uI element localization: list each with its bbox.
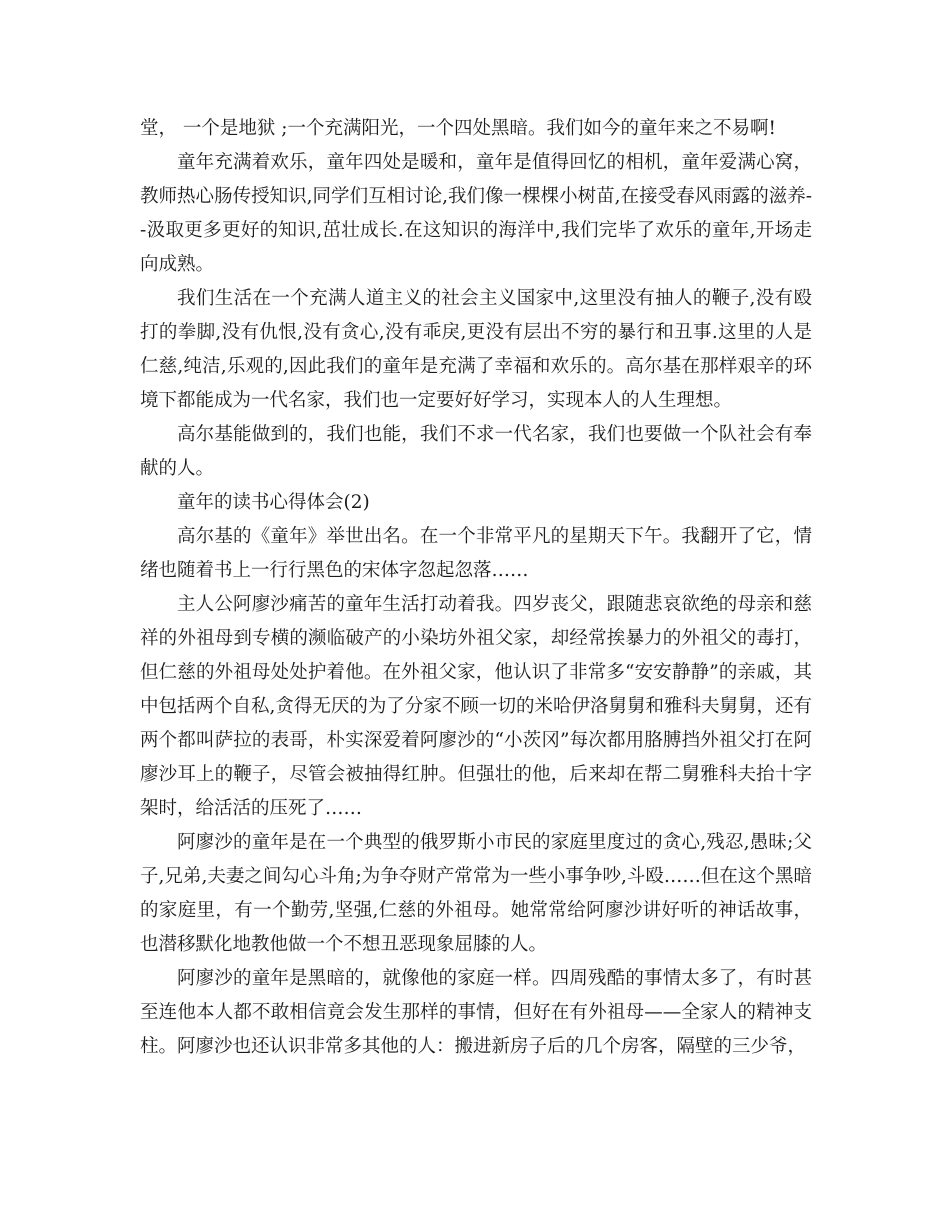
paragraph: 童年充满着欢乐，童年四处是暖和，童年是值得回忆的相机，童年爱满心窝，教师热心肠传授知识,同学们互相讨论,我们像一棵棵小树苗,在接受春风雨露的滋养--汲取更多更好的知识,茁壮成长.在这知识的海洋中,我们完毕了欢乐的童年,开场走向成熟。 bbox=[140, 152, 812, 275]
paragraph: 高尔基的《童年》举世出名。在一个非常平凡的星期天下午。我翻开了它，情绪也随着书上一行行黑色的宋体字忽起忽落…… bbox=[140, 526, 812, 581]
paragraph: 高尔基能做到的，我们也能，我们不求一代名家，我们也要做一个队社会有奉献的人。 bbox=[140, 424, 812, 479]
paragraph: 阿廖沙的童年是在一个典型的俄罗斯小市民的家庭里度过的贪心,残忍,愚昧;父子,兄弟,夫妻之间勾心斗角;为争夺财产常常为一些小事争吵,斗殴……但在这个黑暗的家庭里，有一个勤劳,坚强,仁慈的外祖母。她常常给阿廖沙讲好听的神话故事，也潜移默化地教他做一个不想丑恶现象屈膝的人。 bbox=[140, 832, 812, 955]
document-page bbox=[140, 112, 812, 1064]
section-heading: 童年的读书心得体会(2) bbox=[177, 492, 370, 513]
paragraph: 我们生活在一个充满人道主义的社会主义国家中,这里没有抽人的鞭子,没有殴打的拳脚,没有仇恨,没有贪心,没有乖戾,更没有层出不穷的暴行和丑事.这里的人是仁慈,纯洁,乐观的,因此我们的童年是充满了幸福和欢乐的。高尔基在那样艰辛的环境下都能成为一代名家，我们也一定要好好学习，实现本人的人生理想。 bbox=[140, 288, 812, 411]
paragraph: 阿廖沙的童年是黑暗的，就像他的家庭一样。四周残酷的事情太多了，有时甚至连他本人都不敢相信竟会发生那样的事情，但好在有外祖母——全家人的精神支柱。阿廖沙也还认识非常多其他的人：搬进新房子后的几个房客，隔壁的三少爷， bbox=[140, 968, 812, 1057]
paragraph: 堂， 一个是地狱 ;一个充满阳光，一个四处黑暗。我们如今的童年来之不易啊! bbox=[140, 118, 776, 139]
paragraph: 主人公阿廖沙痛苦的童年生活打动着我。四岁丧父，跟随悲哀欲绝的母亲和慈祥的外祖母到专横的濒临破产的小染坊外祖父家，却经常挨暴力的外祖父的毒打，但仁慈的外祖母处处护着他。在外祖父家，他认识了非常多“安安静静”的亲戚，其中包括两个自私,贪得无厌的为了分家不顾一切的米哈伊洛舅舅和雅科夫舅舅，还有两个都叫萨拉的表哥，朴实深爱着阿廖沙的“小茨冈”每次都用胳膊挡外祖父打在阿廖沙耳上的鞭子，尽管会被抽得红肿。但强壮的他，后来却在帮二舅雅科夫抬十字架时，给活活的压死了…… bbox=[140, 594, 812, 819]
